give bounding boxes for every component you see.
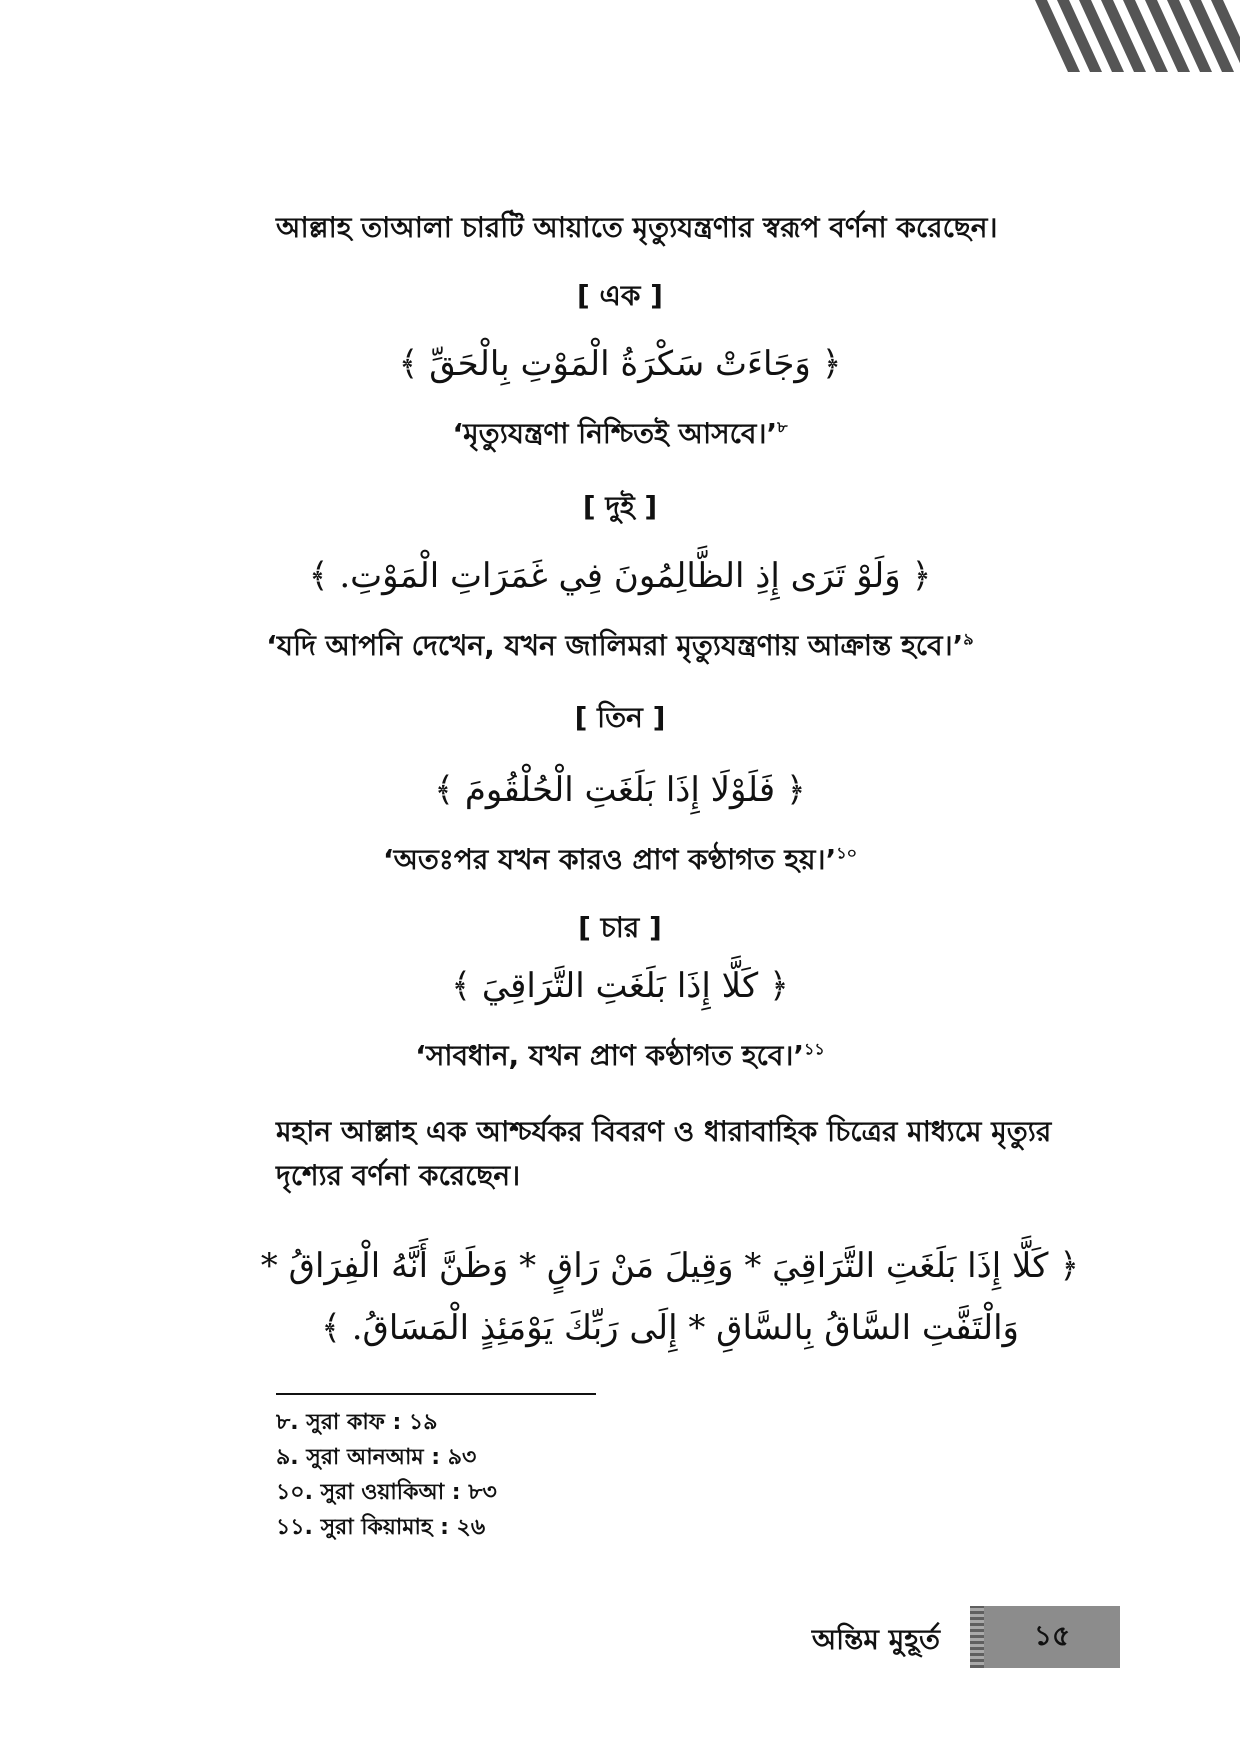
body-paragraph: মহান আল্লাহ এক আশ্চর্যকর বিবরণ ও ধারাবাহিক চিত্রের মাধ্যমে মৃত্যুর দৃশ্যের বর্ণনা করেছেন। xyxy=(276,1115,1052,1192)
corner-stripes-decoration xyxy=(1030,0,1240,72)
verse-arabic-1: ﴿ وَجَاءَتْ سَكْرَةُ الْمَوْتِ بِالْحَقِّ ﴾ xyxy=(398,344,842,384)
long-arabic-passage xyxy=(260,1235,1080,1359)
footnote-ref-4: ১১ xyxy=(804,1039,825,1059)
verse-arabic-3: ﴿ فَلَوْلَا إِذَا بَلَغَتِ الْحُلْقُومَ ﴾ xyxy=(434,770,806,810)
verse-arabic-2: ﴿ وَلَوْ تَرَى إِذِ الظَّالِمُونَ فِي غَمَرَاتِ الْمَوْتِ. ﴾ xyxy=(308,556,932,596)
footnote-item: ১০. সুরা ওয়াকিআ : ৮৩ xyxy=(276,1480,497,1505)
verse-heading-1: [ এক ] xyxy=(577,279,663,312)
verse-translation-2: ‘যদি আপনি দেখেন, যখন জালিমরা মৃত্যুযন্ত্রণায় আক্রান্ত হবে।’$^৯$ xyxy=(266,629,974,662)
footnote-divider xyxy=(276,1393,596,1395)
footnote-ref-2: ৯ xyxy=(963,629,974,649)
verse-heading-3: [ তিন ] xyxy=(574,701,666,734)
verse-translation-1: ‘মৃত্যুযন্ত্রণা নিশ্চিতই আসবে।’$^৮$ xyxy=(452,417,788,450)
intro-text: আল্লাহ তাআলা চারটি আয়াতে মৃত্যুযন্ত্রণার স্বরূপ বর্ণনা করেছেন। xyxy=(276,211,998,244)
verse-arabic-4: ﴿ كَلَّا إِذَا بَلَغَتِ التَّرَاقِيَ ﴾ xyxy=(451,966,789,1006)
footnotes-list xyxy=(276,1405,497,1545)
page-number: ১৫ xyxy=(1033,1618,1071,1652)
footnote-item: ১১. সুরা কিয়ামাহ : ২৬ xyxy=(276,1515,486,1540)
page-number-box xyxy=(970,1606,1120,1668)
verse-translation-3: ‘অতঃপর যখন কারও প্রাণ কণ্ঠাগত হয়।’$^{১০}$ xyxy=(383,843,857,876)
verse-heading-4: [ চার ] xyxy=(578,911,662,944)
long-arabic-line-1: ﴿ كَلَّا إِذَا بَلَغَتِ التَّرَاقِيَ * وَقِيلَ مَنْ رَاقٍ * وَظَنَّ أَنَّهُ الْفِرَاقُ * xyxy=(260,1246,1080,1286)
footnote-item: ৮. সুরা কাফ : ১৯ xyxy=(276,1410,438,1435)
footnote-ref-1: ৮ xyxy=(777,417,788,437)
verse-translation-4: ‘সাবধান, যখন প্রাণ কণ্ঠাগত হবে।’$^{১১}$ xyxy=(415,1039,825,1072)
footnote-item: ৯. সুরা আনআম : ৯৩ xyxy=(276,1445,477,1470)
verse-heading-2: [ দুই ] xyxy=(582,490,658,523)
running-footer-title: অন্তিম মুহূর্ত xyxy=(811,1623,940,1656)
long-arabic-line-2: وَالْتَفَّتِ السَّاقُ بِالسَّاقِ * إِلَى رَبِّكَ يَوْمَئِذٍ الْمَسَاقُ. ﴾ xyxy=(321,1308,1019,1348)
footnote-ref-3: ১০ xyxy=(836,843,857,863)
